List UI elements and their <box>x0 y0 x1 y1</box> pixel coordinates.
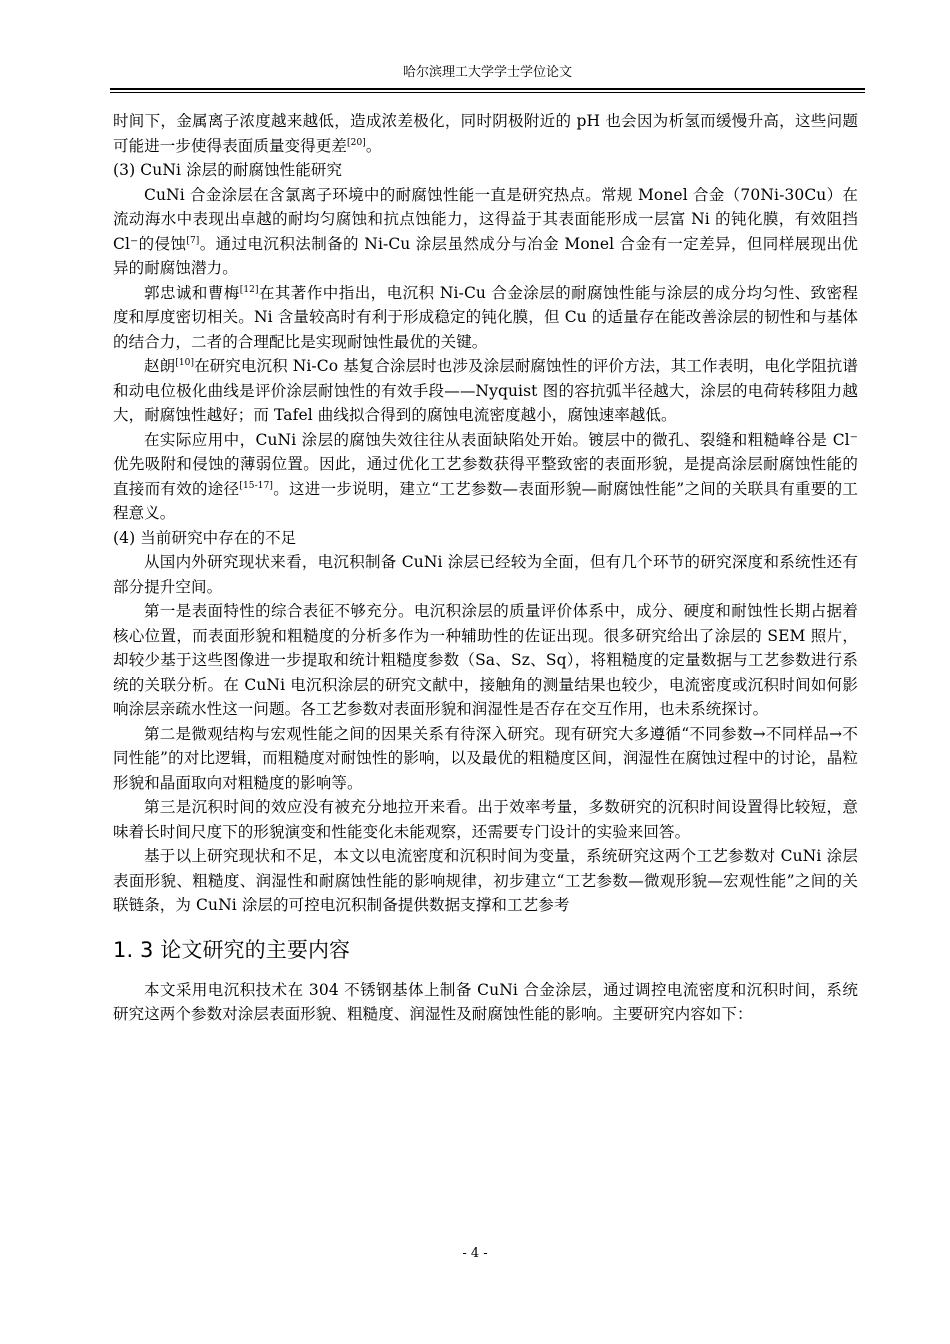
header-rule-thick <box>110 88 865 90</box>
paragraph-continuation: 时间下，金属离子浓度越来越低，造成浓差极化，同时阴极附近的 pH 也会因为析氢而缓慢升高，这些问题可能进一步使得表面质量变得更差[20]。 <box>113 112 858 155</box>
section-heading: 1. 3 论文研究的主要内容 <box>113 937 351 962</box>
header-rule-thin <box>110 92 865 93</box>
paragraph: 从国内外研究现状来看，电沉积制备 CuNi 涂层已经较为全面，但有几个环节的研究深度和系统性还有部分提升空间。 <box>113 553 858 596</box>
citation: [15-17] <box>239 480 274 491</box>
paragraph: 第二是微观结构与宏观性能之间的因果关系有待深入研究。现有研究大多遵循“不同参数→不同样品→不同性能”的对比逻辑，而粗糙度对耐蚀性的影响，以及最优的粗糙度区间，润湿性在腐蚀过程中的讨论，晶粒形貌和晶面取向对粗糙度的影响等。 <box>113 724 858 792</box>
paragraph: 第一是表面特性的综合表征不够充分。电沉积涂层的质量评价体系中，成分、硬度和耐蚀性长期占据着核心位置，而表面形貌和粗糙度的分析多作为一种辅助性的佐证出现。很多研究给出了涂层的 SEM 照片，却较少基于这些图像进一步提取和统计粗糙度参数（Sa、Sz、Sq），将粗糙度的定量数据与工艺参数进行系统的关联分析。在 CuNi 电沉积涂层的研究文献中，接触角的测量结果也较少，电流密度或沉积时间如何影响涂层亲疏水性这一问题。各工艺参数对表面形貌和润湿性是否存在交互作用，也未系统探讨。 <box>113 602 858 718</box>
citation: [12] <box>239 284 259 295</box>
citation: [7] <box>186 235 200 246</box>
page-number: - 4 - <box>462 1246 488 1261</box>
paragraph: 本文采用电沉积技术在 304 不锈钢基体上制备 CuNi 合金涂层，通过调控电流密度和沉积时间，系统研究这两个参数对涂层表面形貌、粗糙度、润湿性及耐腐蚀性能的影响。主要研究内容如下： <box>113 980 858 1023</box>
paragraph: 基于以上研究现状和不足，本文以电流密度和沉积时间为变量，系统研究这两个工艺参数对 CuNi 涂层表面形貌、粗糙度、润湿性和耐腐蚀性能的影响规律，初步建立“工艺参数—微观形貌—宏观性能”之间的关联链条，为 CuNi 涂层的可控电沉积制备提供数据支撑和工艺参考 <box>113 847 858 914</box>
paragraph: 赵朗[10]在研究电沉积 Ni-Co 基复合涂层时也涉及涂层耐腐蚀性的评价方法，其工作表明，电化学阻抗谱和动电位极化曲线是评价涂层耐蚀性的有效手段——Nyquist 图的容抗弧半径越大，涂层的电荷转移阻力越大，耐腐蚀性越好；而 Tafel 曲线拟合得到的腐蚀电流密度越小，腐蚀速率越低。 <box>113 357 858 424</box>
paragraph: CuNi 合金涂层在含氯离子环境中的耐腐蚀性能一直是研究热点。常规 Monel 合金（70Ni-30Cu）在流动海水中表现出卓越的耐均匀腐蚀和抗点蚀能力，这得益于其表面能形成一层富 Ni 的钝化膜，有效阻挡 Cl⁻的侵蚀[7]。通过电沉积法制备的 Ni-Cu 涂层虽然成分与冶金 Monel 合金有一定差异，但同样展现出优异的耐腐蚀潜力。 <box>113 185 858 277</box>
citation: [10] <box>175 357 195 368</box>
page-body <box>113 109 858 1027</box>
paragraph: 郭忠诚和曹梅[12]在其著作中指出，电沉积 Ni-Cu 合金涂层的耐腐蚀性能与涂层的成分均匀性、致密程度和厚度密切相关。Ni 含量较高时有利于形成稳定的钝化膜，但 Cu 的适量存在能改善涂层的韧性和与基体的结合力，二者的合理配比是实现耐蚀性最优的关键。 <box>113 283 858 351</box>
citation: [20] <box>347 137 366 148</box>
subheading: (4) 当前研究中存在的不足 <box>113 528 297 547</box>
subheading: (3) CuNi 涂层的耐腐蚀性能研究 <box>113 161 343 179</box>
paragraph: 第三是沉积时间的效应没有被充分地拉开来看。出于效率考量，多数研究的沉积时间设置得比较短，意味着长时间尺度下的形貌演变和性能变化未能观察，还需要专门设计的实验来回答。 <box>113 798 858 841</box>
running-header: 哈尔滨理工大学学士学位论文 <box>402 65 572 80</box>
paragraph: 在实际应用中，CuNi 涂层的腐蚀失效往往从表面缺陷处开始。镀层中的微孔、裂缝和粗糙峰谷是 Cl⁻优先吸附和侵蚀的薄弱位置。因此，通过优化工艺参数获得平整致密的表面形貌，是提高涂层耐腐蚀性能的直接而有效的途径[15-17]。这进一步说明，建立“工艺参数—表面形貌—耐腐蚀性能”之间的关联具有重要的工程意义。 <box>113 430 858 522</box>
